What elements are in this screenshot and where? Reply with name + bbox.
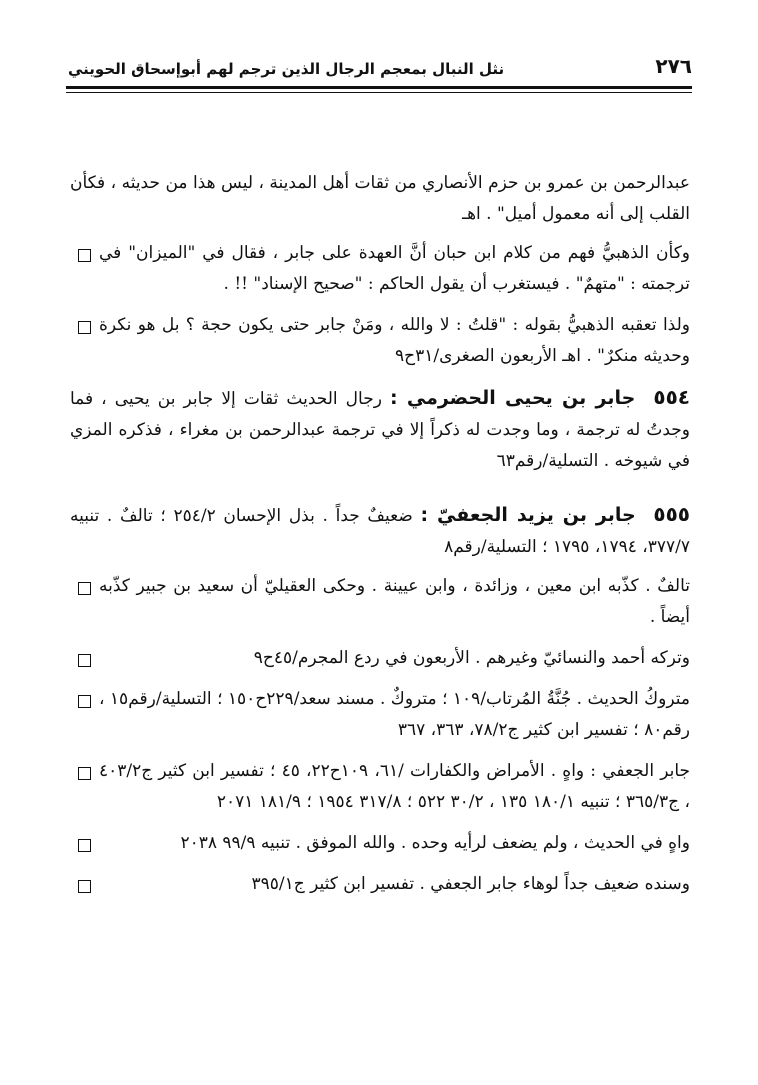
- page-number: ٢٧٦: [655, 54, 692, 78]
- entry-number: ٥٥٥: [653, 502, 690, 526]
- entry-text: ضعيفٌ جداً . بذل الإحسان ٢٥٤/٢ ؛ تالفٌ . تنبيه ٣٧٧/٧، ١٧٩٤، ١٧٩٥ ؛ التسلية/رقم٨: [70, 506, 690, 557]
- entry-number: ٥٥٤: [653, 385, 691, 409]
- entry-name: جابر بن يزيد الجعفيّ :: [420, 504, 636, 526]
- note-item: [70, 756, 690, 818]
- note-item: [70, 828, 690, 859]
- intro-paragraph: عبدالرحمن بن عمرو بن حزم الأنصاري من ثقات أهل المدينة ، ليس هذا من حديثه ، فكأن القلب إلى أنه معمول أميل" . اهـ: [70, 173, 690, 224]
- note-text: وسنده ضعيف جداً لوهاء جابر الجعفي . تفسير ابن كثير ج٣٩٥/١: [251, 874, 690, 894]
- page-header: [68, 48, 692, 78]
- note-text: متروكُ الحديث . جُنَّةُ المُرتاب/١٠٩ ؛ متروكٌ . مسند سعد/٢٢٩ح١٥٠ ؛ التسلية/رقم١٥ ، رقم٨٠ ؛ تفسير ابن كثير ج٧٨/٢، ٣٦٣، ٣٦٧: [99, 689, 690, 740]
- square-bullet-icon: [78, 839, 91, 852]
- running-title: نثل النبال بمعجم الرجال الذين ترجم لهم أبوإسحاق الحويني: [68, 60, 505, 78]
- square-bullet-icon: [78, 582, 91, 595]
- entry-text: رجال الحديث ثقات إلا جابر بن يحيى ، فما وجدتُ له ترجمة ، وما وجدت له ذكراً إلا في ترجمة عبدالرحمن بن مغراء ، فذكره المزي في شيوخه . التسلية/رقم٦٣: [70, 389, 690, 471]
- note-text: جابر الجعفي : واهٍ . الأمراض والكفارات /٦١، ١٠٩ح٢٢، ٤٥ ؛ تفسير ابن كثير ج٤٠٣/٢ ، ج٣٦٥/٣ ؛ تنبيه ١٨٠/١ ١٣٥ ، ٣٠/٢ ٥٢٢ ؛ ٣١٧/٨ ١٩٥٤ ؛ ١٨١/٩ ٢٠٧١: [99, 761, 691, 812]
- square-bullet-icon: [78, 249, 91, 262]
- note-item: [70, 310, 690, 372]
- entry-555: [70, 499, 690, 563]
- note-text: واهٍ في الحديث ، ولم يضعف لرأيه وحده . والله الموفق . تنبيه ٩٩/٩ ٢٠٣٨: [180, 833, 690, 853]
- header-rule-thin: [66, 92, 692, 93]
- note-item: [70, 869, 690, 900]
- entry-554: [70, 382, 690, 477]
- page-body: [70, 168, 690, 910]
- square-bullet-icon: [78, 695, 91, 708]
- header-rule-thick: [66, 86, 692, 89]
- note-text: ولذا تعقبه الذهبيُّ بقوله : "قلتُ : لا والله ، ومَنْ جابر حتى يكون حجة ؟ بل هو نكرة وحديثه منكرٌ" . اهـ الأربعون الصغرى/٣١ح٩: [99, 315, 690, 366]
- square-bullet-icon: [78, 767, 91, 780]
- note-item: [70, 571, 690, 633]
- square-bullet-icon: [78, 321, 91, 334]
- note-item: [70, 238, 690, 300]
- square-bullet-icon: [78, 880, 91, 893]
- note-text: تالفٌ . كذّبه ابن معين ، وزائدة ، وابن عيينة . وحكى العقيليّ أن سعيد بن جبير كذّبه أيضاً .: [99, 576, 690, 627]
- square-bullet-icon: [78, 654, 91, 667]
- entry-name: جابر بن يحيى الحضرمي :: [389, 387, 636, 409]
- note-text: وتركه أحمد والنسائيّ وغيرهم . الأربعون في ردع المجرم/٤٥ح٩: [253, 648, 690, 668]
- note-text: وكأن الذهبيُّ فهم من كلام ابن حبان أنَّ العهدة على جابر ، فقال في "الميزان" في ترجمته : "متهمٌ" . فيستغرب أن يقول الحاكم : "صحيح الإسناد" !! .: [99, 243, 690, 294]
- note-item: [70, 643, 690, 674]
- note-item: [70, 684, 690, 746]
